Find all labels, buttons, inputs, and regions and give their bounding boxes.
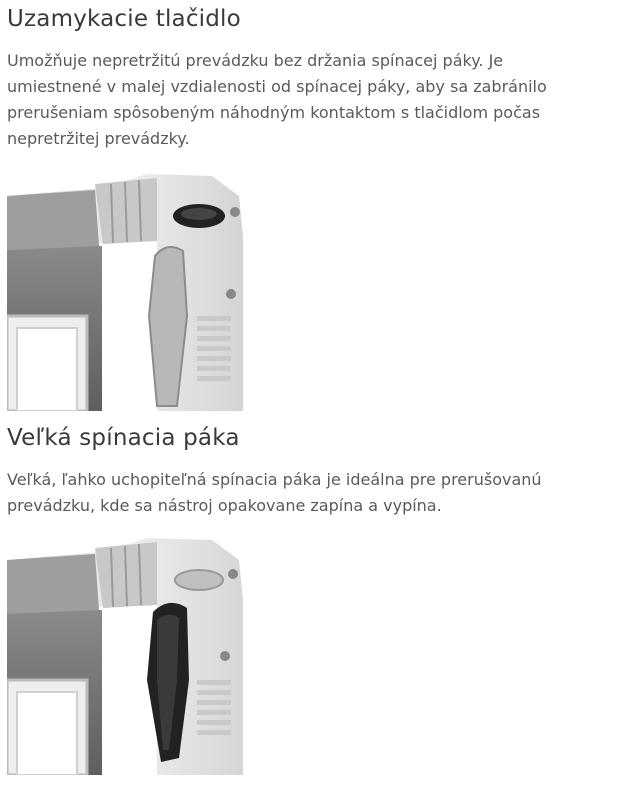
lock-button-photo (7, 166, 248, 411)
section-lock-button (7, 6, 627, 152)
section-text: Veľká, ľahko uchopiteľná spínacia páka je ideálna pre prerušovanú prevádzku, kde sa nástroj opakovane zapína a vypína. (7, 470, 542, 515)
section-title: Veľká spínacia páka (7, 425, 240, 451)
section-title: Uzamykacie tlačidlo (7, 6, 241, 32)
section-trigger-lever (7, 425, 627, 519)
section-text: Umožňuje nepretržitú prevádzku bez držania spínacej páky. Je umiestnené v malej vzdialenosti od spínacej páky, aby sa zabránilo prerušeniam spôsobeným náhodným kontaktom s tlačidlom počas nepretržitej prevádzky. (7, 51, 547, 148)
trigger-lever-photo (7, 530, 248, 775)
